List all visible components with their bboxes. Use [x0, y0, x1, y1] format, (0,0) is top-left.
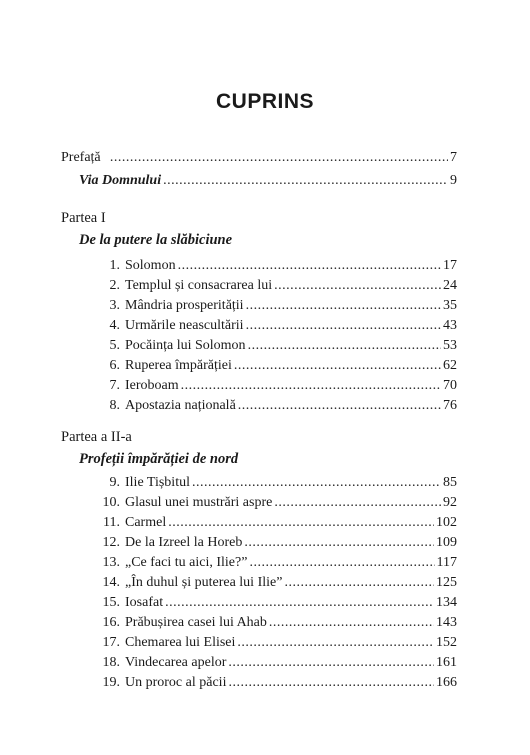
toc-entry-chapter[interactable]: [100, 317, 457, 335]
toc-entry-chapter[interactable]: [100, 377, 457, 395]
chapter-number: 10.: [102, 495, 120, 510]
toc-entry-page: 125: [436, 575, 457, 590]
dot-leader: [178, 257, 441, 275]
dot-leader: [246, 317, 441, 335]
toc-entry-label: Carmel: [125, 515, 167, 530]
toc-entry-label: „Ce faci tu aici, Ilie?”: [125, 555, 248, 570]
chapter-number: 3.: [109, 298, 120, 313]
toc-entry-label: Ilie Tișbitul: [125, 475, 190, 490]
dot-leader: [248, 337, 441, 355]
toc-entry-chapter[interactable]: [100, 514, 457, 532]
chapter-number: 18.: [102, 655, 120, 670]
toc-entry-label: Iosafat: [125, 595, 164, 610]
chapter-number: 15.: [102, 595, 120, 610]
toc-entry-label: Chemarea lui Elisei: [125, 635, 236, 650]
toc-entry-chapter[interactable]: [100, 594, 457, 612]
dot-leader: [284, 574, 434, 592]
chapter-number: 4.: [109, 318, 120, 333]
toc-entry-label: Mândria prosperității: [125, 298, 244, 313]
dot-leader: [274, 277, 441, 295]
toc-entry-chapter[interactable]: [100, 534, 457, 552]
toc-entry-page: 102: [436, 515, 457, 530]
toc-entry-page: 161: [436, 655, 457, 670]
toc-entry-label: Via Domnului: [79, 173, 162, 188]
chapter-number: 11.: [103, 515, 120, 530]
chapter-number: 17.: [102, 635, 120, 650]
dot-leader: [110, 149, 448, 167]
toc-entry-page: 76: [443, 398, 457, 413]
toc-entry-page: 24: [443, 278, 457, 293]
chapter-number: 12.: [102, 535, 120, 550]
toc-entry-page: 152: [436, 635, 457, 650]
dot-leader: [168, 514, 434, 532]
toc-entry-page: 9: [450, 173, 457, 188]
toc-entry-label: Ruperea împărăției: [125, 358, 232, 373]
toc-entry-label: Urmările neascultării: [125, 318, 244, 333]
toc-entry-chapter[interactable]: [100, 554, 457, 572]
dot-leader: [192, 474, 441, 492]
toc-entry-page: 53: [443, 338, 457, 353]
toc-entry-page: 70: [443, 378, 457, 393]
toc-entry-page: 35: [443, 298, 457, 313]
chapter-number: 1.: [109, 258, 120, 273]
toc-entry-label: Solomon: [125, 258, 176, 273]
dot-leader: [269, 614, 434, 632]
chapter-number: 2.: [109, 278, 120, 293]
chapter-number: 6.: [109, 358, 120, 373]
toc-entry-page: 92: [443, 495, 457, 510]
part-1-title: De la putere la slăbiciune: [79, 232, 233, 248]
dot-leader: [249, 554, 434, 572]
chapter-number: 19.: [102, 675, 120, 690]
toc-entry-via-domnului[interactable]: [79, 172, 457, 190]
toc-entry-label: Vindecarea apelor: [125, 655, 227, 670]
chapter-number: 5.: [109, 338, 120, 353]
toc-entry-chapter[interactable]: [100, 257, 457, 275]
chapter-number: 8.: [109, 398, 120, 413]
page-title: CUPRINS: [215, 90, 314, 113]
toc-entry-page: 134: [436, 595, 457, 610]
toc-entry-chapter[interactable]: [100, 357, 457, 375]
toc-entry-label: Templul și consacrarea lui: [125, 278, 273, 293]
toc-entry-chapter[interactable]: [100, 614, 457, 632]
toc-entry-label: „În duhul și puterea lui Ilie”: [125, 575, 283, 590]
toc-entry-chapter[interactable]: [100, 337, 457, 355]
toc-entry-page: 117: [436, 555, 457, 570]
toc-entry-page: 7: [450, 150, 457, 165]
toc-entry-chapter[interactable]: [100, 634, 457, 652]
dot-leader: [163, 172, 448, 190]
dot-leader: [246, 297, 441, 315]
toc-entry-page: 109: [436, 535, 457, 550]
toc-entry-label: Prefață: [61, 150, 101, 165]
dot-leader: [228, 654, 434, 672]
toc-entry-page: 85: [443, 475, 457, 490]
dot-leader: [228, 674, 434, 692]
dot-leader: [238, 397, 441, 415]
toc-entry-chapter[interactable]: [100, 654, 457, 672]
part-2-label: Partea a II-a: [61, 429, 132, 445]
toc-entry-chapter[interactable]: [100, 494, 457, 512]
chapter-number: 7.: [109, 378, 120, 393]
dot-leader: [234, 357, 441, 375]
chapter-number: 9.: [109, 475, 120, 490]
toc-entry-chapter[interactable]: [100, 297, 457, 315]
toc-entry-page: 166: [436, 675, 457, 690]
toc-entry-chapter[interactable]: [100, 397, 457, 415]
toc-entry-label: Prăbușirea casei lui Ahab: [125, 615, 267, 630]
toc-entry-label: De la Izreel la Horeb: [125, 535, 243, 550]
toc-entry-page: 143: [436, 615, 457, 630]
toc-entry-page: 17: [443, 258, 457, 273]
toc-entry-page: 43: [443, 318, 457, 333]
dot-leader: [237, 634, 434, 652]
dot-leader: [181, 377, 441, 395]
part-1-label: Partea I: [61, 210, 106, 226]
dot-leader: [244, 534, 434, 552]
toc-entry-chapter[interactable]: [100, 474, 457, 492]
chapter-number: 13.: [102, 555, 120, 570]
toc-entry-label: Un proroc al păcii: [125, 675, 227, 690]
toc-entry-chapter[interactable]: [100, 574, 457, 592]
dot-leader: [165, 594, 434, 612]
toc-entry-label: Ieroboam: [125, 378, 179, 393]
toc-entry-preface[interactable]: [61, 149, 457, 167]
chapter-number: 14.: [102, 575, 120, 590]
chapter-number: 16.: [102, 615, 120, 630]
toc-entry-label: Glasul unei mustrări aspre: [125, 495, 273, 510]
toc-entry-page: 62: [443, 358, 457, 373]
toc-entry-label: Apostazia națională: [125, 398, 236, 413]
toc-entry-chapter[interactable]: [100, 277, 457, 295]
toc-entry-chapter[interactable]: [100, 674, 457, 692]
dot-leader: [274, 494, 441, 512]
part-2-title: Profeții împărăției de nord: [79, 451, 239, 467]
toc-entry-label: Pocăința lui Solomon: [125, 338, 246, 353]
